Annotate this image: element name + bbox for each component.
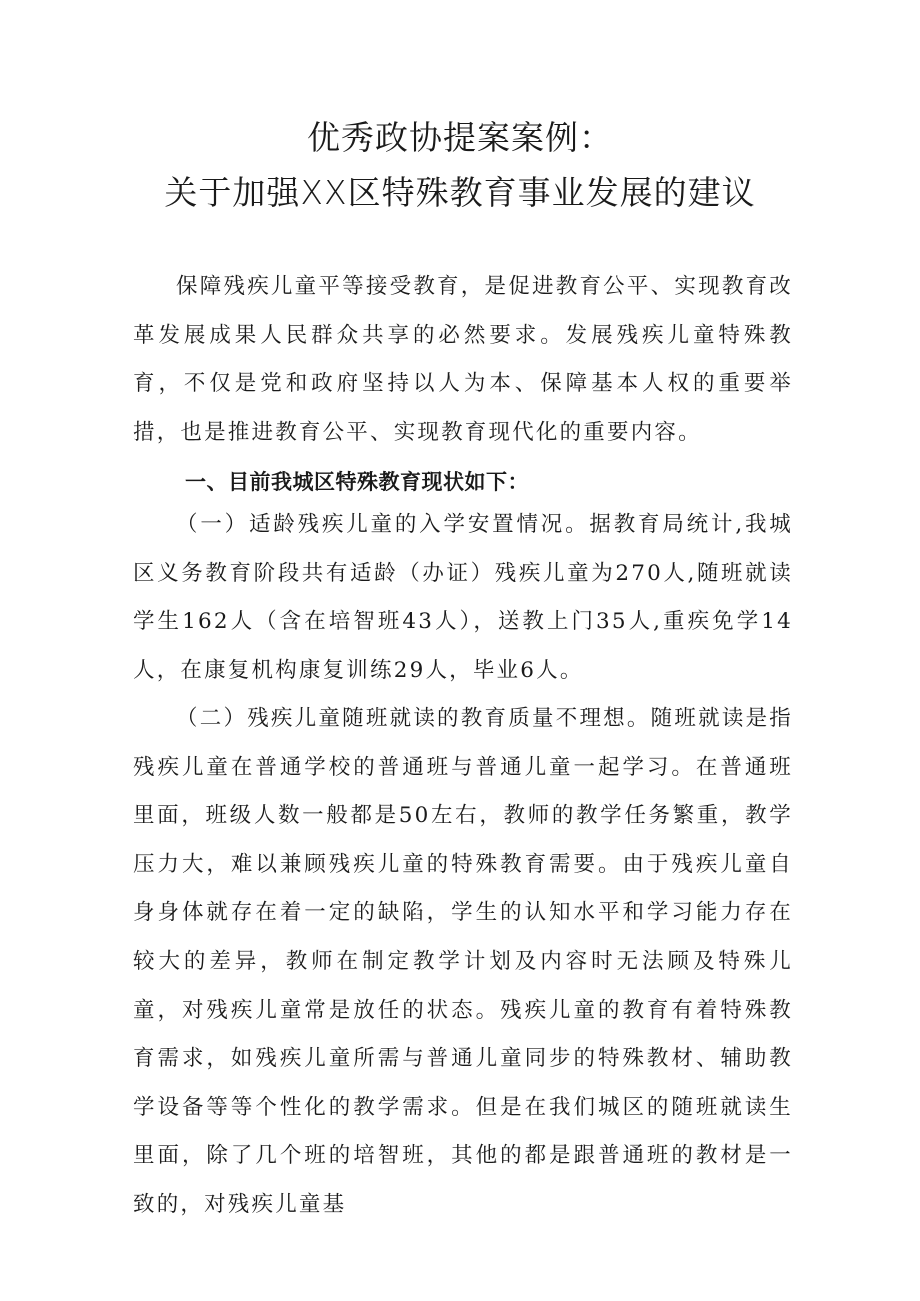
status-section-2 [133, 695, 793, 1230]
status-paragraph-1: （一）适龄残疾儿童的入学安置情况。据教育局统计,我城区义务教育阶段共有适龄（办证）残疾儿童为270人,随班就读学生162人（含在培智班43人），送教上门35人,重疾免学14人，在康复机构康复训练29人，毕业6人。 [133, 512, 793, 683]
status-paragraph-2: （二）残疾儿童随班就读的教育质量不理想。随班就读是指残疾儿童在普通学校的普通班与普通儿童一起学习。在普通班里面，班级人数一般都是50左右，教师的教学任务繁重，教学压力大，难以兼顾残疾儿童的特殊教育需要。由于残疾儿童自身身体就存在着一定的缺陷，学生的认知水平和学习能力存在较大的差异，教师在制定教学计划及内容时无法顾及特殊儿童，对残疾儿童常是放任的状态。残疾儿童的教育有着特殊教育需求，如残疾儿童所需与普通儿童同步的特殊教材、辅助教学设备等等个性化的教学需求。但是在我们城区的随班就读生里面，除了几个班的培智班，其他的都是跟普通班的教材是一致的，对残疾儿童基 [133, 706, 793, 1217]
document-title-line-1: 优秀政协提案案例： [307, 118, 613, 157]
section-heading: 一、目前我城区特殊教育现状如下： [185, 470, 529, 494]
status-section-1 [133, 501, 793, 695]
intro-paragraph: 保障残疾儿童平等接受教育，是促进教育公平、实现教育改革发展成果人民群众共享的必然要求。发展残疾儿童特殊教育，不仅是党和政府坚持以人为本、保障基本人权的重要举措，也是推进教育公平、实现教育现代化的重要内容。 [133, 274, 793, 445]
intro-section [133, 263, 793, 457]
document-title-line-2: 关于加强XX区特殊教育事业发展的建议 [164, 173, 756, 212]
